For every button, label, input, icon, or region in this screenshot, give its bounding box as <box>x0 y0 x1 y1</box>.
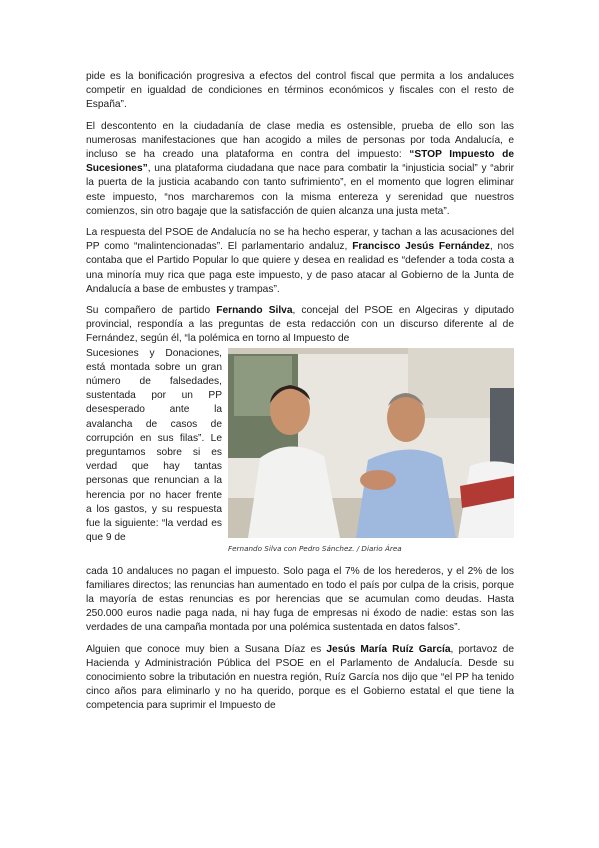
photo-two-men-handshake <box>228 348 514 538</box>
paragraph-4-narrow-text: Sucesiones y Donaciones, está montada sobre un gran número de falsedades, sustentada por un PP desesperado ante la avalancha de casos de corrupción en sus filas”. Le preguntamos sobre si es verdad que hay tantas personas que renuncian a la herencia por no hacer frente a los gastos, y su respuesta fue la siguiente: “la verdad es que 9 de <box>86 347 222 544</box>
platform-name-bold: “STOP Impuesto de Sucesiones” <box>86 149 514 175</box>
text-with-figure <box>86 347 514 565</box>
photo-caption: Fernando Silva con Pedro Sánchez. / Diario Área <box>228 543 402 553</box>
paragraph-4-intro <box>86 304 514 347</box>
person-name-fernandez: Francisco Jesús Fernández <box>352 241 490 253</box>
paragraph-2 <box>86 120 514 219</box>
paragraph-3-text-a: La respuesta del PSOE de Andalucía no se ha hecho esperar, y tachan a las acusaciones del PP como “malintencionadas”. El parlamentario andaluz, <box>86 227 514 253</box>
paragraph-3-text-c: , nos contaba que el Partido Popular lo que quiere y desea en realidad es “defender a toda costa a una minoría muy rica que paga este impuesto, y de paso atacar al Gobierno de la Junta de Andalucía a base de embustes y trampas”. <box>86 241 514 295</box>
person-name-silva: Fernando Silva <box>216 305 293 317</box>
paragraph-2-text-c: , una plataforma ciudadana que nace para combatir la “injusticia social” y “abrir la puerta de la justicia acabando con tanto sufrimiento”, en el momento que logren eliminar este impuesto, “nos marcharemos con la misma entereza y serenidad que nuestros comienzos, sin otro bagaje que la satisfacción de quien alcanza una justa meta”. <box>86 163 514 217</box>
paragraph-3 <box>86 226 514 297</box>
paragraph-5 <box>86 643 514 714</box>
paragraph-2-text-a: El descontento en la ciudadanía de clase media es ostensible, prueba de ello son las numerosas manifestaciones que han acogido a miles de personas por toda Andalucía, e incluso se ha creado una plataforma en contra del impuesto: <box>86 120 514 161</box>
paragraph-5-text-c: , portavoz de Hacienda y Administración Pública del PSOE en el Parlamento de Andalucía. Desde su conocimiento sobre la tributación en nuestra región, Ruíz García nos dijo que “el PP ha tenido cinco años para eliminarlo y no ha querido, porque es el Gobierno estatal el que tiene la competencia para suprimir el Impuesto de <box>86 643 514 712</box>
paragraph-4-text-c: , concejal del PSOE en Algeciras y diputado provincial, respondía a las preguntas de esta redacción con un discurso diferente al de Fernández, según él, “la polémica en torno al Impuesto de <box>86 305 514 345</box>
article-body <box>86 70 514 721</box>
paragraph-5-text-a: Alguien que conoce muy bien a Susana Díaz es <box>86 643 327 655</box>
paragraph-1 <box>86 70 514 113</box>
paragraph-4-text-cont: cada 10 andaluces no pagan el impuesto. Solo paga el 7% de los herederos, y el 2% de los familiares directos; las renuncias han aumentado en todo el país por culpa de la crisis, porque la mayoría de estas renuncias es por herencias que se acumulan como deudas. Hasta 250.000 euros nadie paga nada, ni hay fuga de empresas ni éxodo de nadie: estas son las verdades de una campaña montada por una polémica sustentada en datos falsos”. <box>86 565 514 634</box>
paragraph-4-continued <box>86 565 514 636</box>
person-name-ruiz: Jesús María Ruíz García <box>326 643 451 655</box>
paragraph-4-text-a: Su compañero de partido <box>86 305 217 317</box>
photo-figure <box>228 348 514 556</box>
paragraph-1-text: pide es la bonificación progresiva a efectos del control fiscal que permita a los andaluces competir en igualdad de condiciones en términos económicos y fiscales con el resto de España”. <box>86 71 514 111</box>
